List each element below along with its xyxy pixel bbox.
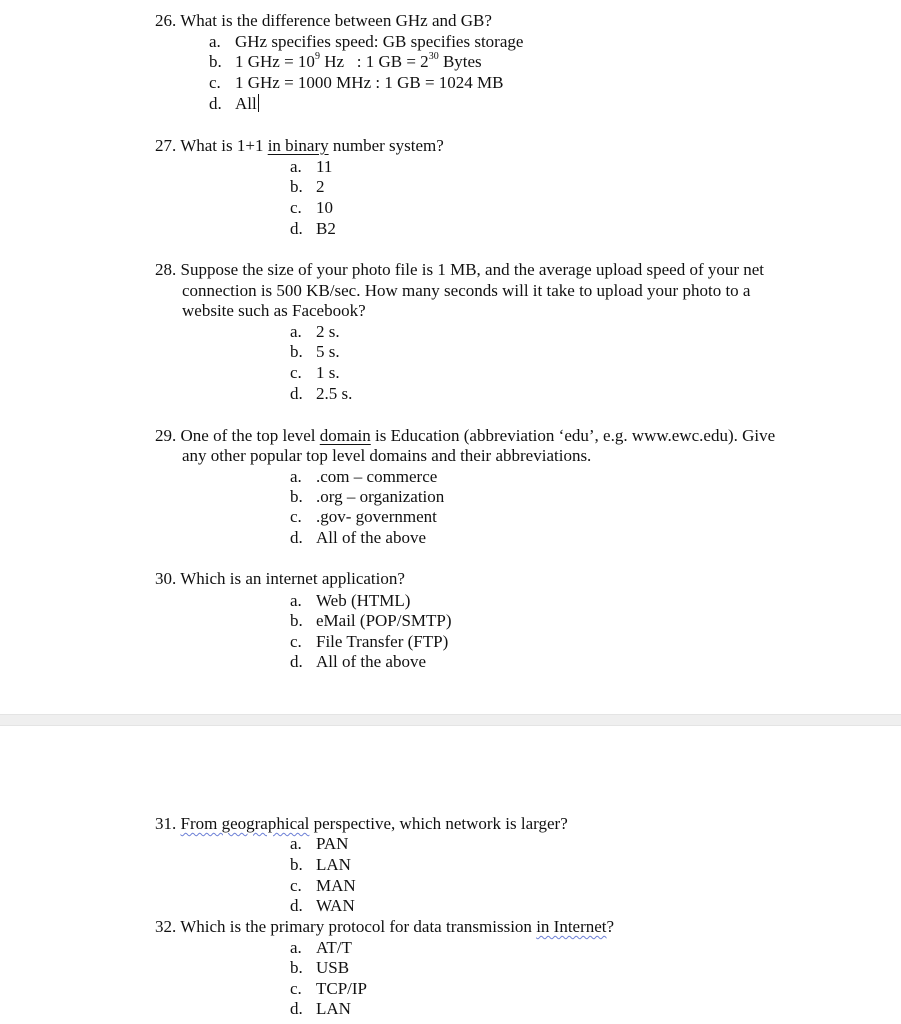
option-text: 10 — [316, 198, 333, 217]
question-27 — [155, 136, 444, 156]
option-label: d. — [290, 999, 303, 1018]
option-28c — [290, 363, 340, 383]
option-label: c. — [290, 632, 302, 651]
option-30b — [290, 611, 452, 631]
option-label: d. — [290, 219, 303, 238]
option-label: a. — [290, 938, 302, 957]
text-cursor — [258, 94, 260, 112]
option-29d — [290, 528, 426, 548]
option-text: 5 s. — [316, 342, 340, 361]
question-number: 29. — [155, 426, 177, 445]
option-label: b. — [290, 487, 303, 506]
underlined-phrase: domain — [319, 426, 371, 445]
option-26c — [209, 73, 504, 93]
question-text-post: perspective, which network is larger? — [309, 814, 568, 833]
option-label: b. — [290, 177, 303, 196]
option-label: a. — [209, 32, 221, 51]
option-32c — [290, 979, 367, 999]
exponent-30: 30 — [428, 51, 439, 63]
option-text: B2 — [316, 219, 336, 238]
option-text: MAN — [316, 876, 356, 895]
option-text: .com – commerce — [316, 467, 438, 486]
question-text-post: number system? — [328, 136, 444, 155]
option-30d — [290, 652, 426, 672]
question-text-post: is Education (abbreviation ‘edu’, e.g. www.ewc.edu). Give — [370, 426, 776, 445]
option-label: d. — [290, 896, 303, 915]
question-text-post: ? — [606, 917, 615, 936]
question-number: 28. — [155, 260, 177, 279]
option-label: d. — [209, 94, 222, 113]
option-label: c. — [209, 73, 221, 92]
option-text: 1 GHz = 1000 MHz : 1 GB = 1024 MB — [235, 73, 504, 92]
option-text: .gov- government — [316, 507, 437, 526]
option-text: 1 s. — [316, 363, 340, 382]
option-32d — [290, 999, 351, 1019]
underlined-phrase: in binary — [267, 136, 329, 155]
question-30 — [155, 569, 405, 589]
option-text: eMail (POP/SMTP) — [316, 611, 452, 630]
option-text: 2.5 s. — [316, 384, 353, 403]
option-27a — [290, 157, 332, 177]
option-label: c. — [290, 198, 302, 217]
question-28-line3: website such as Facebook? — [182, 301, 366, 320]
option-text: 2 — [316, 177, 325, 196]
option-text-pre: 1 GHz = 10 — [235, 52, 315, 71]
question-32 — [155, 917, 614, 937]
option-31a — [290, 834, 348, 854]
option-label: a. — [290, 157, 302, 176]
option-label: d. — [290, 652, 303, 671]
option-text: AT/T — [316, 938, 352, 957]
option-label: a. — [290, 834, 302, 853]
option-label: c. — [290, 507, 302, 526]
option-26a — [209, 32, 523, 52]
question-number: 27. — [155, 136, 177, 155]
option-text-mid: Hz : 1 GB = 2 — [319, 52, 429, 71]
document-page-2 — [0, 726, 901, 1024]
option-27d — [290, 219, 336, 239]
question-number: 32. — [155, 917, 177, 936]
option-label: c. — [290, 363, 302, 382]
option-text: GHz specifies speed: GB specifies storage — [235, 32, 524, 51]
option-31c — [290, 876, 356, 896]
question-29-line2: any other popular top level domains and their abbreviations. — [182, 446, 592, 465]
option-label: b. — [290, 958, 303, 977]
option-27b — [290, 177, 325, 197]
option-label: b. — [209, 52, 222, 71]
option-text: All of the above — [316, 528, 426, 547]
question-text-line1: Suppose the size of your photo file is 1 MB, and the average upload speed of your net — [180, 260, 765, 279]
option-26d[interactable] — [209, 94, 259, 114]
option-label: b. — [290, 611, 303, 630]
option-31d — [290, 896, 355, 916]
option-text: 11 — [316, 157, 333, 176]
option-29c — [290, 507, 437, 527]
question-26 — [155, 11, 492, 31]
option-text: USB — [316, 958, 350, 977]
option-text: LAN — [316, 999, 351, 1018]
option-text: TCP/IP — [316, 979, 368, 998]
option-label: a. — [290, 591, 302, 610]
option-32b — [290, 958, 349, 978]
question-text: Which is an internet application? — [180, 569, 405, 588]
option-28a — [290, 322, 340, 342]
page-break — [0, 714, 901, 726]
option-text: .org – organization — [316, 487, 445, 506]
option-text: LAN — [316, 855, 351, 874]
option-label: b. — [290, 855, 303, 874]
option-31b — [290, 855, 351, 875]
option-32a — [290, 938, 352, 958]
option-label: a. — [290, 322, 302, 341]
option-text: Web (HTML) — [316, 591, 411, 610]
option-text: WAN — [316, 896, 355, 915]
question-31 — [155, 814, 568, 834]
option-28d — [290, 384, 352, 404]
question-text-pre: One of the top level — [180, 426, 320, 445]
option-label: c. — [290, 876, 302, 895]
option-text: File Transfer (FTP) — [316, 632, 449, 651]
question-text: What is the difference between GHz and GB? — [180, 11, 492, 30]
option-30a — [290, 591, 410, 611]
question-28-line2: connection is 500 KB/sec. How many seconds will it take to upload your photo to a — [182, 281, 751, 300]
option-label: d. — [290, 384, 303, 403]
question-number: 26. — [155, 11, 177, 30]
option-label: c. — [290, 979, 302, 998]
question-29 — [155, 426, 775, 446]
option-label: a. — [290, 467, 302, 486]
underlined-phrase: in Internet — [536, 917, 607, 936]
question-28 — [155, 260, 764, 280]
option-label: b. — [290, 342, 303, 361]
question-number: 31. — [155, 814, 177, 833]
option-27c — [290, 198, 333, 218]
question-text-pre: Which is the primary protocol for data transmission — [180, 917, 537, 936]
option-text-post: Bytes — [438, 52, 482, 71]
option-30c — [290, 632, 448, 652]
option-text: 2 s. — [316, 322, 340, 341]
question-number: 30. — [155, 569, 177, 588]
question-text-pre: What is 1+1 — [180, 136, 268, 155]
option-text: All of the above — [316, 652, 426, 671]
option-26b — [209, 52, 482, 72]
option-label: d. — [290, 528, 303, 547]
option-text: All — [235, 94, 257, 113]
exponent-9: 9 — [314, 51, 320, 63]
underlined-phrase: From geographical — [180, 814, 310, 833]
option-29a — [290, 467, 437, 487]
option-29b — [290, 487, 444, 507]
option-28b — [290, 342, 340, 362]
option-text: PAN — [316, 834, 349, 853]
